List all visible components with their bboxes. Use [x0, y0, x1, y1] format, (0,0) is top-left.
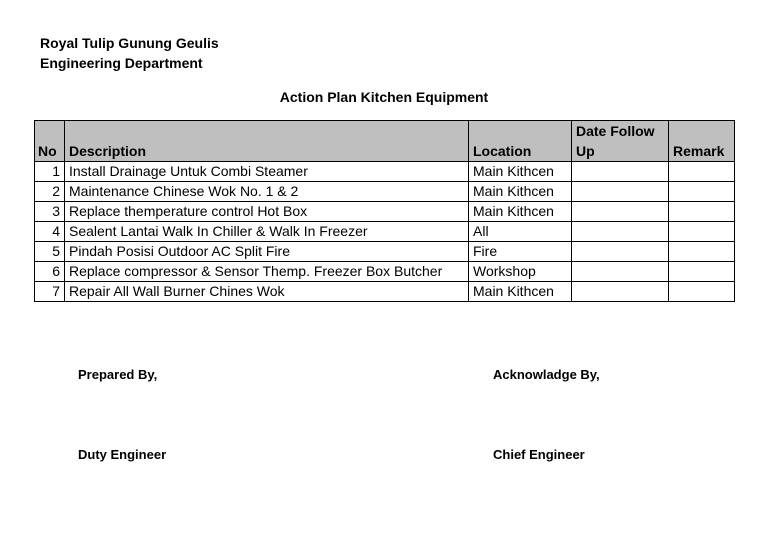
- row-number: 6: [35, 262, 65, 282]
- row-date-follow-up: [572, 162, 669, 182]
- row-remark: [669, 202, 735, 222]
- row-location: Workshop: [469, 262, 572, 282]
- row-location: Main Kithcen: [469, 182, 572, 202]
- row-location: Main Kithcen: [469, 202, 572, 222]
- row-number: 5: [35, 242, 65, 262]
- column-header-description: Description: [65, 121, 469, 162]
- row-number: 4: [35, 222, 65, 242]
- row-description: Pindah Posisi Outdoor AC Split Fire: [65, 242, 469, 262]
- row-date-follow-up: [572, 202, 669, 222]
- row-location: Main Kithcen: [469, 162, 572, 182]
- row-remark: [669, 242, 735, 262]
- row-number: 7: [35, 282, 65, 302]
- row-date-follow-up: [572, 282, 669, 302]
- table-header-row: [35, 121, 735, 162]
- row-date-follow-up: [572, 182, 669, 202]
- row-description: Replace compressor & Sensor Themp. Freezer Box Butcher: [65, 262, 469, 282]
- prepared-by-role: Duty Engineer: [78, 447, 167, 462]
- row-remark: [669, 182, 735, 202]
- column-header-date-follow-up: Date Follow Up: [572, 121, 669, 162]
- row-number: 1: [35, 162, 65, 182]
- column-header-location: Location: [469, 121, 572, 162]
- row-number: 2: [35, 182, 65, 202]
- table-row: [35, 162, 735, 182]
- table-row: [35, 182, 735, 202]
- organization-name: Royal Tulip Gunung Geulis: [40, 35, 219, 51]
- row-description: Sealent Lantai Walk In Chiller & Walk In Freezer: [65, 222, 469, 242]
- row-date-follow-up: [572, 242, 669, 262]
- document-title: Action Plan Kitchen Equipment: [279, 89, 489, 105]
- row-description: Install Drainage Untuk Combi Steamer: [65, 162, 469, 182]
- row-description: Maintenance Chinese Wok No. 1 & 2: [65, 182, 469, 202]
- action-plan-table: [34, 120, 735, 302]
- prepared-by-label: Prepared By,: [78, 367, 158, 382]
- acknowledged-by-role: Chief Engineer: [493, 447, 585, 462]
- department-name: Engineering Department: [40, 55, 203, 71]
- row-date-follow-up: [572, 222, 669, 242]
- table-row: [35, 222, 735, 242]
- row-number: 3: [35, 202, 65, 222]
- row-location: Main Kithcen: [469, 282, 572, 302]
- row-remark: [669, 262, 735, 282]
- column-header-no: No: [35, 121, 65, 162]
- column-header-remark: Remark: [669, 121, 735, 162]
- row-remark: [669, 162, 735, 182]
- table-row: [35, 242, 735, 262]
- row-location: Fire: [469, 242, 572, 262]
- acknowledged-by-label: Acknowladge By,: [493, 367, 600, 382]
- table-row: [35, 282, 735, 302]
- table-row: [35, 262, 735, 282]
- row-description: Repair All Wall Burner Chines Wok: [65, 282, 469, 302]
- row-description: Replace themperature control Hot Box: [65, 202, 469, 222]
- row-date-follow-up: [572, 262, 669, 282]
- row-remark: [669, 222, 735, 242]
- row-location: All: [469, 222, 572, 242]
- row-remark: [669, 282, 735, 302]
- table-row: [35, 202, 735, 222]
